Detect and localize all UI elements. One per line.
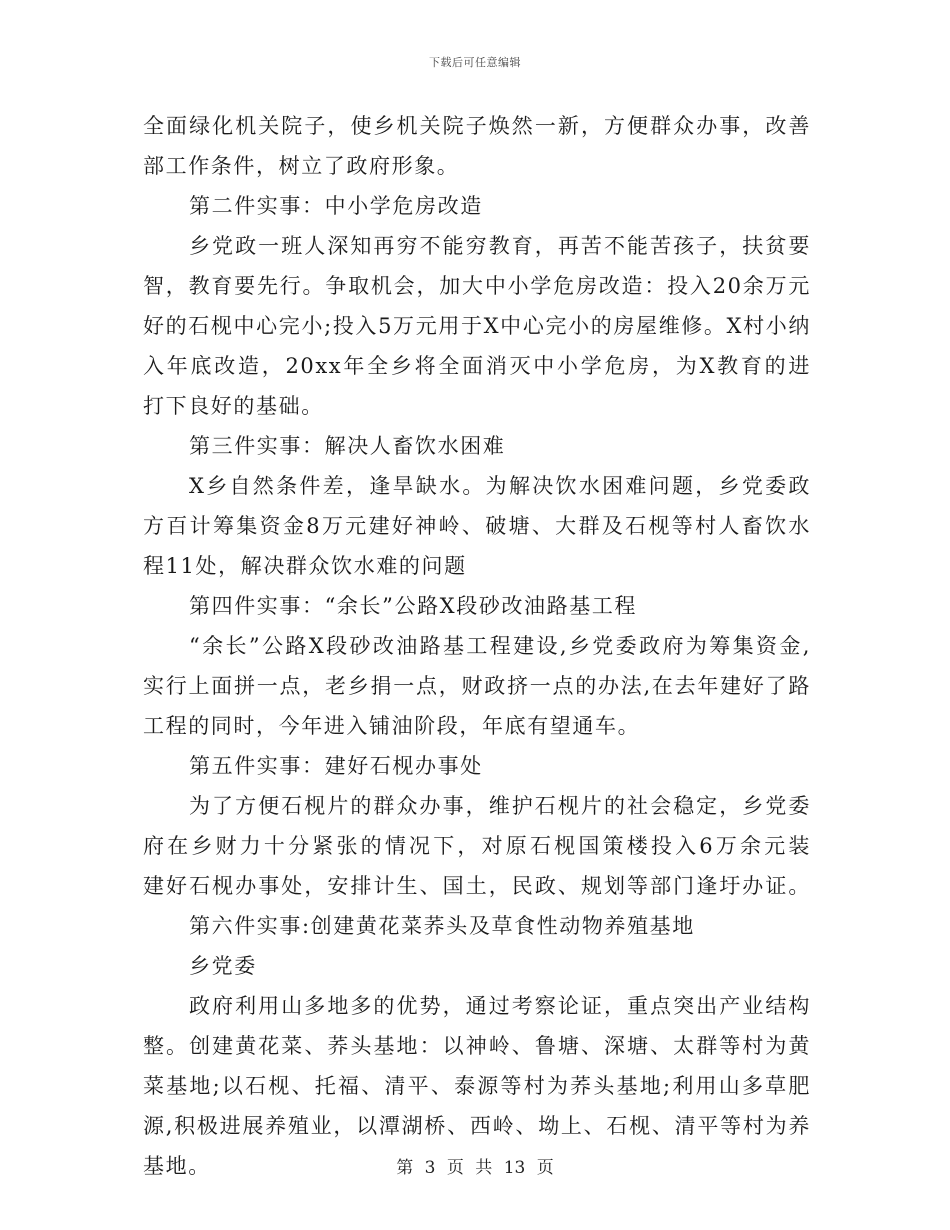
text-line: 智，教育要先行。争取机会，加大中小学危房改造：投入20余万元: [143, 274, 811, 298]
text-line: 打下良好的基础。: [143, 394, 324, 418]
text-line: 府在乡财力十分紧张的情况下，对原石枧国策楼投入6万余元装: [143, 834, 811, 858]
section-heading: 第六件实事:创建黄花菜荞头及草食性动物养殖基地: [189, 914, 695, 938]
text-line: 基地。: [143, 1154, 211, 1178]
text-line: 乡党委: [189, 954, 257, 978]
text-line: 源,积极进展养殖业，以潭湖桥、西岭、坳上、石枧、清平等村为养: [143, 1114, 811, 1138]
text-line: 建好石枧办事处，安排计生、国土，民政、规划等部门逢圩办证。: [143, 874, 811, 898]
text-line: 方百计筹集资金8万元建好神岭、破塘、大群及石枧等村人畜饮水: [143, 514, 811, 538]
document-body: [143, 106, 811, 1186]
page-footer: 第 3 页 共 13 页: [396, 1158, 554, 1178]
text-line: 政府利用山多地多的优势，通过考察论证，重点突出产业结构: [189, 994, 811, 1018]
text-line: X乡自然条件差，逢旱缺水。为解决饮水困难问题，乡党委政: [189, 474, 811, 498]
text-line: 好的石枧中心完小;投入5万元用于X中心完小的房屋维修。X村小纳: [143, 314, 811, 338]
text-line: 入年底改造，20xx年全乡将全面消灭中小学危房，为X教育的进: [143, 354, 811, 378]
section-heading: 第二件实事：中小学危房改造: [189, 194, 483, 218]
text-line: 为了方便石枧片的群众办事，维护石枧片的社会稳定，乡党委: [189, 794, 811, 818]
text-line: 全面绿化机关院子，使乡机关院子焕然一新，方便群众办事，改善: [143, 114, 811, 138]
text-line: 部工作条件，树立了政府形象。: [143, 154, 460, 178]
text-line: “余长”公路X段砂改油路基工程建设,乡党委政府为筹集资金,: [189, 634, 811, 658]
text-line: 乡党政一班人深知再穷不能穷教育，再苦不能苦孩子，扶贫要: [189, 234, 811, 258]
section-heading: 第四件实事：“余长”公路X段砂改油路基工程: [189, 594, 638, 618]
text-line: 程11处，解决群众饮水难的问题: [143, 554, 467, 578]
text-line: 整。创建黄花菜、荞头基地：以神岭、鲁塘、深塘、太群等村为黄: [143, 1034, 811, 1058]
page-header: 下载后可任意编辑: [429, 56, 521, 69]
section-heading: 第三件实事：解决人畜饮水困难: [189, 434, 506, 458]
section-heading: 第五件实事：建好石枧办事处: [189, 754, 483, 778]
text-line: 工程的同时，今年进入铺油阶段，年底有望通车。: [143, 714, 641, 738]
text-line: 菜基地;以石枧、托福、清平、泰源等村为荞头基地;利用山多草肥: [143, 1074, 811, 1098]
text-line: 实行上面拼一点，老乡捐一点，财政挤一点的办法,在去年建好了路: [143, 674, 811, 698]
